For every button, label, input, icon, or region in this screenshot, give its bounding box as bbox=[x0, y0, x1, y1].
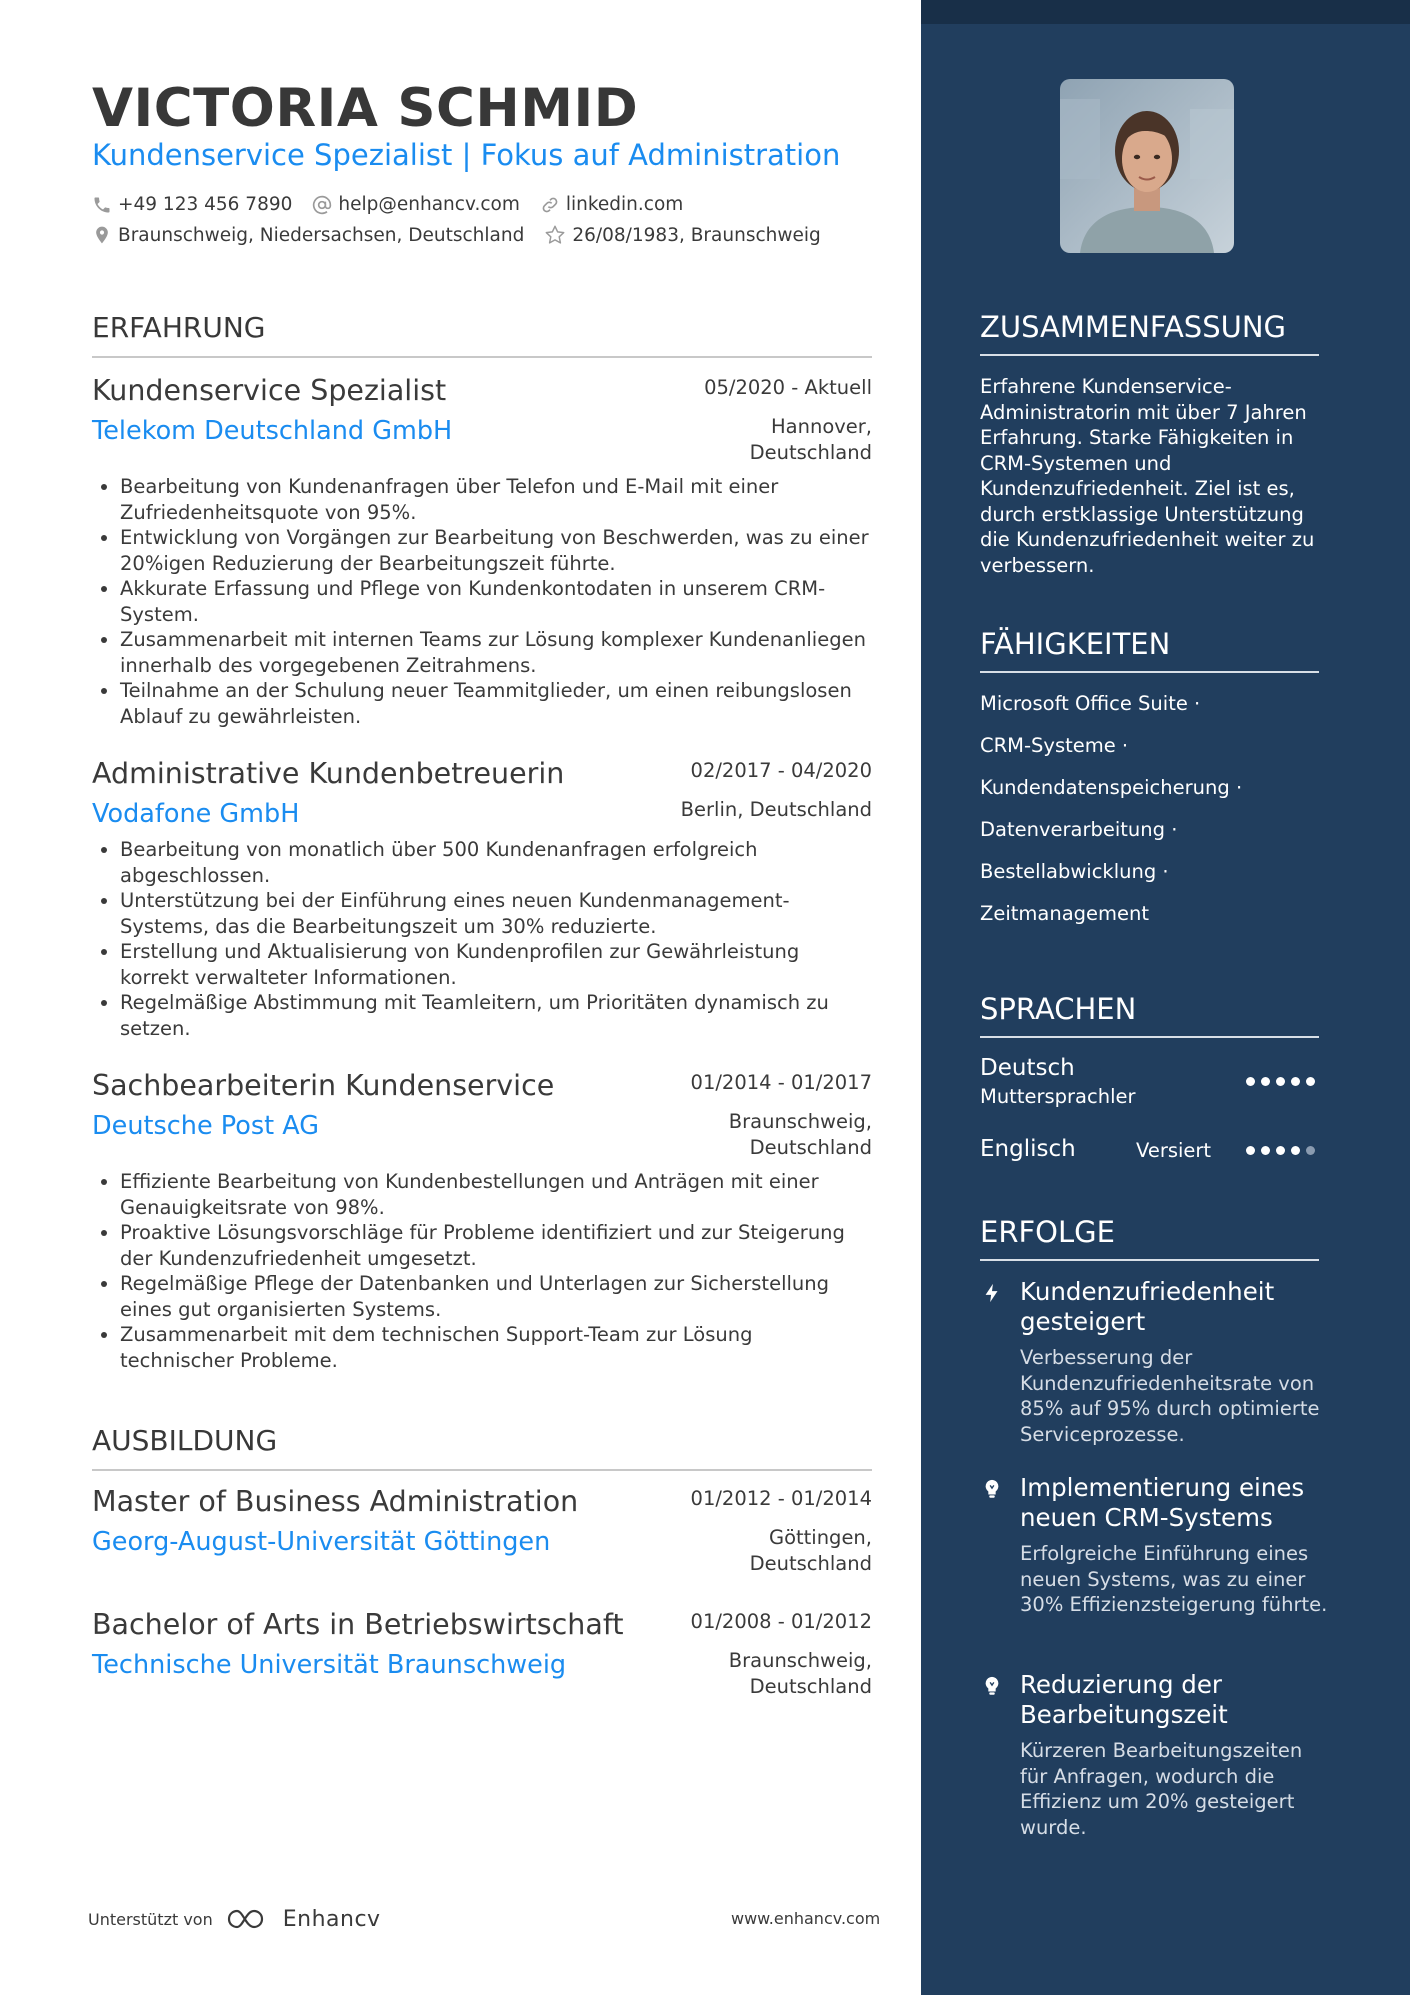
language-level: Muttersprachler bbox=[980, 1085, 1136, 1108]
job-location: Hannover, Deutschland bbox=[749, 415, 872, 464]
language-name: Englisch bbox=[980, 1136, 1076, 1162]
job-bullets bbox=[92, 474, 872, 729]
job-bullet: • Teilnahme an der Schulung neuer Teammitglieder, um einen reibungslosen Ablauf zu gewährleisten. bbox=[120, 678, 872, 729]
skill-item: Microsoft Office Suite · bbox=[980, 692, 1201, 715]
job-company[interactable]: Telekom Deutschland GmbH bbox=[92, 416, 453, 446]
school-name[interactable]: Technische Universität Braunschweig bbox=[92, 1650, 567, 1680]
achievement-title: Kundenzufriedenheit gesteigert bbox=[1020, 1277, 1275, 1336]
contact-birth bbox=[544, 224, 820, 246]
rating-dot-filled bbox=[1291, 1077, 1300, 1086]
job-role: Sachbearbeiterin Kundenservice bbox=[92, 1069, 555, 1102]
job-bullets bbox=[92, 837, 872, 1041]
skill-item: Bestellabwicklung · bbox=[980, 860, 1169, 883]
job-bullet: • Effiziente Bearbeitung von Kundenbestellungen und Anträgen mit einer Genauigkeitsrate von 98%. bbox=[120, 1169, 872, 1220]
job-bullet: • Zusammenarbeit mit dem technischen Support-Team zur Lösung technischer Probleme. bbox=[120, 1322, 872, 1373]
language-name: Deutsch bbox=[980, 1055, 1075, 1081]
summary-section-title: ZUSAMMENFASSUNG bbox=[980, 310, 1319, 356]
profile-photo-image bbox=[1060, 79, 1234, 253]
rating-dot-filled bbox=[1306, 1077, 1315, 1086]
job-bullet: • Regelmäßige Abstimmung mit Teamleitern, um Prioritäten dynamisch zu setzen. bbox=[120, 990, 872, 1041]
sidebar-top-bar bbox=[921, 0, 1410, 24]
contact-row-2 bbox=[92, 224, 841, 246]
school-name[interactable]: Georg-August-Universität Göttingen bbox=[92, 1527, 551, 1557]
powered-by-text: Unterstützt von bbox=[88, 1909, 213, 1929]
job-role: Kundenservice Spezialist bbox=[92, 374, 447, 407]
enhancv-brand: Enhancv bbox=[282, 1906, 381, 1932]
contact-row-1 bbox=[92, 194, 703, 215]
contact-location bbox=[92, 225, 524, 246]
lightning-icon bbox=[981, 1281, 1003, 1305]
achievement-title: Implementierung eines neuen CRM-Systems bbox=[1020, 1473, 1305, 1532]
skill-item: Kundendatenspeicherung · bbox=[980, 776, 1243, 799]
experience-section-title: ERFAHRUNG bbox=[92, 311, 872, 358]
email-text: help@enhancv.com bbox=[338, 194, 520, 215]
summary-text: Erfahrene Kundenservice-Administratorin mit über 7 Jahren Erfahrung. Starke Fähigkeiten in CRM-Systemen und Kundenzufriedenheit. Ziel ist es, durch erstklassige Unterstützung die Kundenzufriedenheit weiter zu verbessern. bbox=[980, 375, 1315, 577]
at-icon bbox=[312, 195, 332, 215]
location-pin-icon bbox=[92, 225, 112, 245]
candidate-name: VICTORIA SCHMID bbox=[92, 78, 639, 139]
birth-text: 26/08/1983, Braunschweig bbox=[572, 224, 821, 246]
language-level: Versiert bbox=[1136, 1139, 1212, 1162]
job-dates: 05/2020 - Aktuell bbox=[704, 376, 872, 399]
job-bullet: • Zusammenarbeit mit internen Teams zur Lösung komplexer Kundenanliegen innerhalb des vorgegebenen Zeitrahmens. bbox=[120, 627, 872, 678]
skills-section-title: FÄHIGKEITEN bbox=[980, 627, 1319, 673]
job-bullet: • Erstellung und Aktualisierung von Kundenprofilen zur Gewährleistung korrekt verwalteter Informationen. bbox=[120, 939, 872, 990]
skill-item: Zeitmanagement bbox=[980, 902, 1150, 925]
achievement-desc: Verbesserung der Kundenzufriedenheitsrate von 85% auf 95% durch optimierte Serviceprozesse. bbox=[1020, 1346, 1320, 1446]
achievement-title: Reduzierung der Bearbeitungszeit bbox=[1020, 1670, 1228, 1729]
job-bullet: • Bearbeitung von Kundenanfragen über Telefon und E-Mail mit einer Zufriedenheitsquote von 95%. bbox=[120, 474, 872, 525]
job-location: Berlin, Deutschland bbox=[680, 798, 872, 821]
job-company[interactable]: Deutsche Post AG bbox=[92, 1111, 319, 1141]
link-icon bbox=[540, 195, 560, 215]
languages-section-title: SPRACHEN bbox=[980, 992, 1319, 1038]
language-rating bbox=[1246, 1146, 1321, 1155]
education-dates: 01/2012 - 01/2014 bbox=[690, 1487, 872, 1510]
enhancv-logo-icon bbox=[225, 1906, 275, 1932]
job-bullet: • Akkurate Erfassung und Pflege von Kundenkontodaten in unserem CRM-System. bbox=[120, 576, 872, 627]
language-rating bbox=[1246, 1077, 1321, 1086]
rating-dot-filled bbox=[1276, 1077, 1285, 1086]
contact-link[interactable] bbox=[540, 194, 683, 215]
skill-item: Datenverarbeitung · bbox=[980, 818, 1178, 841]
job-role: Administrative Kundenbetreuerin bbox=[92, 757, 565, 790]
school-location: Braunschweig, Deutschland bbox=[728, 1649, 872, 1698]
contact-phone[interactable] bbox=[92, 194, 292, 215]
lightbulb-icon bbox=[981, 1477, 1003, 1501]
rating-dot-filled bbox=[1246, 1146, 1255, 1155]
skill-item: CRM-Systeme · bbox=[980, 734, 1129, 757]
contact-email[interactable] bbox=[312, 194, 519, 215]
job-bullet: • Unterstützung bei der Einführung eines neuen Kundenmanagement-Systems, das die Bearbeitungszeit um 30% reduzierte. bbox=[120, 888, 872, 939]
job-dates: 02/2017 - 04/2020 bbox=[690, 759, 872, 782]
footer-powered-by[interactable] bbox=[88, 1906, 381, 1932]
achievement-desc: Kürzeren Bearbeitungszeiten für Anfragen, wodurch die Effizienz um 20% gesteigert wurde. bbox=[1020, 1739, 1303, 1839]
link-text: linkedin.com bbox=[565, 194, 684, 215]
sidebar bbox=[921, 0, 1410, 1995]
phone-text: +49 123 456 7890 bbox=[118, 194, 293, 215]
rating-dot-filled bbox=[1261, 1146, 1270, 1155]
degree-title: Bachelor of Arts in Betriebswirtschaft bbox=[92, 1608, 624, 1641]
location-text: Braunschweig, Niedersachsen, Deutschland bbox=[118, 224, 525, 246]
job-bullets bbox=[92, 1169, 872, 1373]
achievements-section-title: ERFOLGE bbox=[980, 1215, 1319, 1261]
education-dates: 01/2008 - 01/2012 bbox=[690, 1610, 872, 1633]
job-bullet: • Proaktive Lösungsvorschläge für Probleme identifiziert und zur Steigerung der Kundenzufriedenheit umgesetzt. bbox=[120, 1220, 872, 1271]
job-location: Braunschweig, Deutschland bbox=[728, 1110, 872, 1159]
rating-dot-empty bbox=[1306, 1146, 1315, 1155]
footer-url[interactable]: www.enhancv.com bbox=[731, 1909, 881, 1928]
candidate-headline: Kundenservice Spezialist | Fokus auf Administration bbox=[92, 138, 841, 172]
job-bullet: • Entwicklung von Vorgängen zur Bearbeitung von Beschwerden, was zu einer 20%igen Reduzierung der Bearbeitungszeit führte. bbox=[120, 525, 872, 576]
star-icon bbox=[544, 224, 566, 246]
rating-dot-filled bbox=[1291, 1146, 1300, 1155]
job-company[interactable]: Vodafone GmbH bbox=[92, 799, 300, 829]
rating-dot-filled bbox=[1246, 1077, 1255, 1086]
job-dates: 01/2014 - 01/2017 bbox=[690, 1071, 872, 1094]
lightbulb-icon bbox=[981, 1674, 1003, 1698]
degree-title: Master of Business Administration bbox=[92, 1485, 579, 1518]
education-section-title: AUSBILDUNG bbox=[92, 1424, 872, 1471]
job-bullet: • Bearbeitung von monatlich über 500 Kundenanfragen erfolgreich abgeschlossen. bbox=[120, 837, 872, 888]
rating-dot-filled bbox=[1261, 1077, 1270, 1086]
school-location: Göttingen, Deutschland bbox=[749, 1526, 872, 1575]
phone-icon bbox=[92, 195, 112, 215]
profile-photo bbox=[1060, 79, 1234, 253]
achievement-desc: Erfolgreiche Einführung eines neuen Systems, was zu einer 30% Effizienzsteigerung führte. bbox=[1020, 1542, 1328, 1616]
job-bullet: • Regelmäßige Pflege der Datenbanken und Unterlagen zur Sicherstellung eines gut organisierten Systems. bbox=[120, 1271, 872, 1322]
rating-dot-filled bbox=[1276, 1146, 1285, 1155]
